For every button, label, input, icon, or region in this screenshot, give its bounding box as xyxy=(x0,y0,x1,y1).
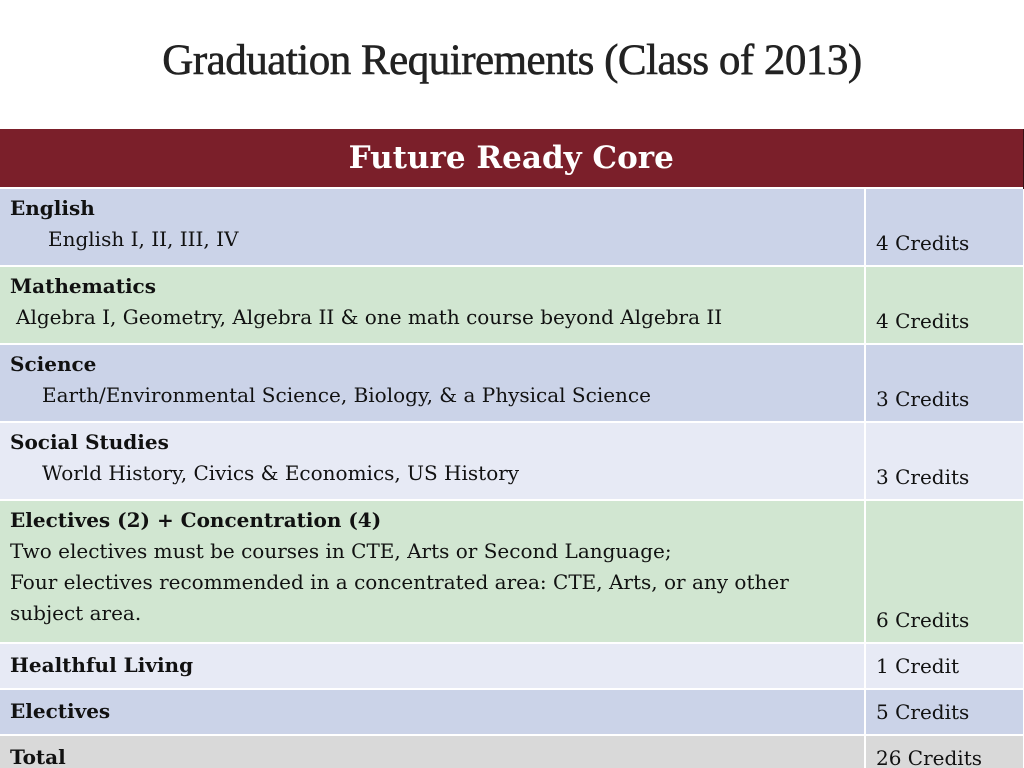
requirement-cell xyxy=(0,643,865,689)
table-row-total xyxy=(0,735,1024,768)
credits-cell: 5 Credits xyxy=(865,689,1024,735)
table-row-electives xyxy=(0,689,1024,735)
subject-label: Electives (2) + Concentration (4) xyxy=(10,508,382,532)
course-list: Earth/Environmental Science, Biology, & a Physical Science xyxy=(42,383,651,407)
credits-cell: 3 Credits xyxy=(865,422,1024,500)
course-list: World History, Civics & Economics, US History xyxy=(42,461,520,485)
table-row-science xyxy=(0,344,1024,422)
subject-label: Science xyxy=(10,352,97,376)
requirement-cell xyxy=(0,500,865,643)
credits-cell: 3 Credits xyxy=(865,344,1024,422)
table-row-healthful-living xyxy=(0,643,1024,689)
table-header-row xyxy=(0,129,1024,188)
credits-cell: 6 Credits xyxy=(865,500,1024,643)
credits-cell: 1 Credit xyxy=(865,643,1024,689)
course-note: Four electives recommended in a concentrated area: CTE, Arts, or any other subject area. xyxy=(10,570,789,625)
credits-cell: 4 Credits xyxy=(865,188,1024,266)
table-header: Future Ready Core xyxy=(0,129,1024,188)
requirement-cell xyxy=(0,689,865,735)
requirement-cell xyxy=(0,266,865,344)
subject-label: Mathematics xyxy=(10,274,156,298)
table-row-social-studies xyxy=(0,422,1024,500)
subject-label: English xyxy=(10,196,95,220)
credits-cell: 26 Credits xyxy=(865,735,1024,768)
slide-title: Graduation Requirements (Class of 2013) xyxy=(162,37,862,84)
table-row-electives-concentration xyxy=(0,500,1024,643)
subject-label: Electives xyxy=(10,698,111,723)
requirements-table xyxy=(0,129,1024,768)
table-row-mathematics xyxy=(0,266,1024,344)
course-list: Algebra I, Geometry, Algebra II & one math course beyond Algebra II xyxy=(16,305,723,329)
subject-label: Healthful Living xyxy=(10,652,194,677)
course-note: Two electives must be courses in CTE, Arts or Second Language; xyxy=(10,539,672,563)
course-list: English I, II, III, IV xyxy=(48,227,239,251)
credits-cell: 4 Credits xyxy=(865,266,1024,344)
subject-label: Social Studies xyxy=(10,430,169,454)
requirement-cell xyxy=(0,735,865,768)
requirement-cell xyxy=(0,188,865,266)
subject-label: Total xyxy=(10,744,66,768)
requirement-cell xyxy=(0,344,865,422)
table-row-english xyxy=(0,188,1024,266)
requirement-cell xyxy=(0,422,865,500)
